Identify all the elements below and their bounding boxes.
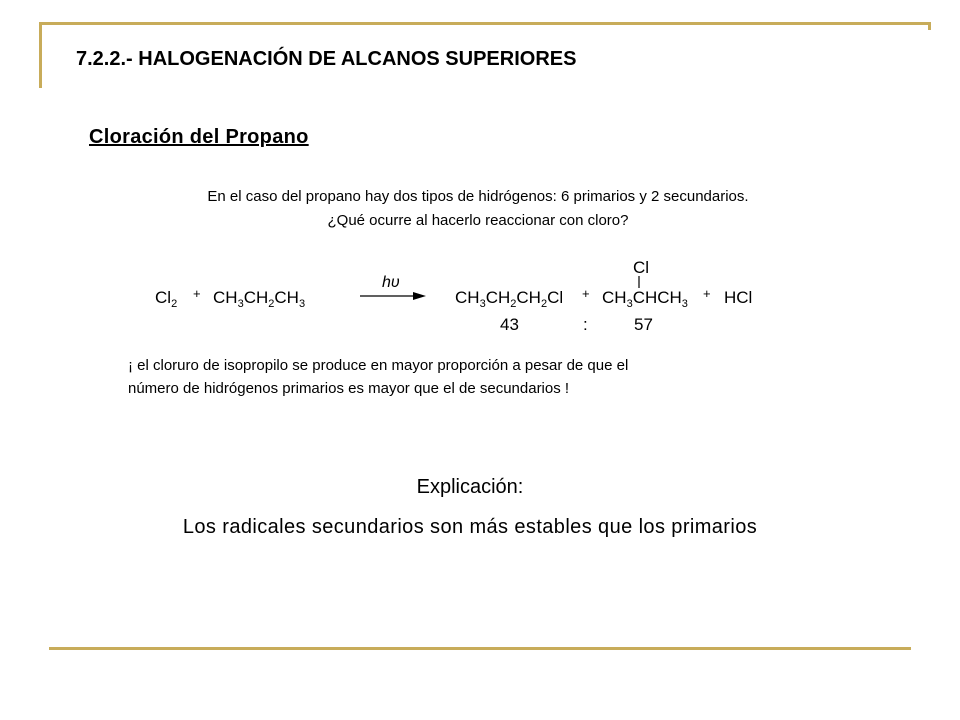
plus-sign: + xyxy=(582,286,590,301)
ratio-separator: : xyxy=(583,315,588,334)
note-line-1: ¡ el cloruro de isopropilo se produce en mayor proporción a pesar de que el xyxy=(128,357,629,374)
ratio-primary: 43 xyxy=(500,315,519,334)
product-propyl-chloride: $CH_3CH_2CH_2Cl$ xyxy=(455,288,564,310)
intro-line-1: En el caso del propano hay dos tipos de hidrógenos: 6 primarios y 2 secundarios. xyxy=(207,188,749,205)
intro-line-2: ¿Qué ocurre al hacerlo reaccionar con cloro? xyxy=(327,212,629,229)
plus-sign: + xyxy=(193,286,201,301)
ratio-secondary: 57 xyxy=(634,315,653,334)
plus-sign: + xyxy=(703,286,711,301)
reactant-chlorine: $Cl_2$ xyxy=(155,288,178,310)
arrow-head-icon xyxy=(413,292,426,300)
note-line-2: número de hidrógenos primarios es mayor que el de secundarios ! xyxy=(128,380,570,397)
product-substituent-chlorine: Cl xyxy=(633,258,650,277)
explanation-heading: Explicación: xyxy=(416,476,524,498)
frame-bottom-line xyxy=(49,647,911,650)
reaction-scheme xyxy=(0,0,960,340)
explanation-text: Los radicales secundarios son más estables que los primarios xyxy=(182,516,758,538)
slide-title: 7.2.2.- HALOGENACIÓN DE ALCANOS SUPERIORES xyxy=(76,48,577,70)
product-isopropyl-chloride: $CH_3CHCH_3$ xyxy=(602,288,688,310)
product-hcl: HCl xyxy=(724,288,753,307)
condition-light: hυ xyxy=(382,274,400,291)
slide-subtitle: Cloración del Propano xyxy=(89,126,309,148)
reactant-propane: $CH_3CH_2CH_3$ xyxy=(213,288,306,310)
